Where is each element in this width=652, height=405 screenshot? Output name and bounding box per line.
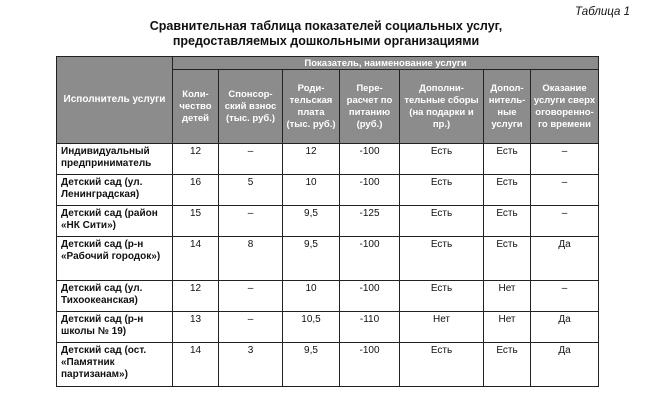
row-name: Индивидуальный предприниматель	[57, 144, 173, 175]
cell: 16	[173, 175, 219, 206]
cell: –	[219, 144, 283, 175]
table-row	[57, 144, 599, 175]
cell: -100	[340, 281, 400, 312]
cell: -125	[340, 206, 400, 237]
cell: 9,5	[283, 206, 340, 237]
cell: -100	[340, 175, 400, 206]
cell: Да	[531, 312, 599, 343]
header-parent-fee: Роди-тельская плата (тыс. руб.)	[283, 70, 340, 144]
cell: 9,5	[283, 343, 340, 387]
title-line-2: предоставляемых дошкольными организациями	[172, 34, 480, 48]
cell: Есть	[484, 206, 531, 237]
cell: -100	[340, 144, 400, 175]
cell: –	[219, 281, 283, 312]
table-row	[57, 281, 599, 312]
cell: 12	[283, 144, 340, 175]
cell: 10	[283, 175, 340, 206]
cell: 8	[219, 237, 283, 281]
cell: Есть	[484, 144, 531, 175]
cell: –	[531, 175, 599, 206]
cell: Есть	[400, 206, 484, 237]
table-row	[57, 206, 599, 237]
cell: Есть	[484, 175, 531, 206]
cell: 15	[173, 206, 219, 237]
cell: Есть	[400, 144, 484, 175]
cell: Есть	[484, 343, 531, 387]
cell: -110	[340, 312, 400, 343]
cell: –	[531, 281, 599, 312]
header-group: Показатель, наименование услуги	[173, 57, 599, 70]
cell: –	[531, 206, 599, 237]
cell: Да	[531, 237, 599, 281]
cell: 14	[173, 343, 219, 387]
cell: Нет	[484, 312, 531, 343]
table-row	[57, 175, 599, 206]
header-children-count: Коли-чество детей	[173, 70, 219, 144]
cell: Есть	[400, 281, 484, 312]
cell: 14	[173, 237, 219, 281]
cell: Есть	[400, 343, 484, 387]
table-title	[0, 19, 652, 49]
table-row	[57, 312, 599, 343]
cell: 3	[219, 343, 283, 387]
cell: Есть	[400, 175, 484, 206]
header-executor: Исполнитель услуги	[57, 57, 173, 144]
header-extra-fees: Дополни-тельные сборы (на подарки и пр.)	[400, 70, 484, 144]
row-name: Детский сад (ул. Ленинградская)	[57, 175, 173, 206]
table-row	[57, 343, 599, 387]
title-line-1: Сравнительная таблица показателей социальных услуг,	[149, 19, 503, 33]
cell: 13	[173, 312, 219, 343]
row-name: Детский сад (ост. «Памятник партизанам»)	[57, 343, 173, 387]
header-food-recalc: Пере-расчет по питанию (руб.)	[340, 70, 400, 144]
cell: –	[219, 312, 283, 343]
cell: Нет	[484, 281, 531, 312]
row-name: Детский сад (р-н «Рабочий городок»)	[57, 237, 173, 281]
cell: –	[531, 144, 599, 175]
table-label: Таблица 1	[575, 6, 630, 18]
comparison-table	[56, 56, 599, 387]
cell: Да	[531, 343, 599, 387]
cell: 10	[283, 281, 340, 312]
cell: -100	[340, 237, 400, 281]
cell: –	[219, 206, 283, 237]
cell: Есть	[484, 237, 531, 281]
header-sponsor-fee: Спонсор-ский взнос (тыс. руб.)	[219, 70, 283, 144]
cell: 9,5	[283, 237, 340, 281]
cell: Есть	[400, 237, 484, 281]
cell: 5	[219, 175, 283, 206]
cell: -100	[340, 343, 400, 387]
row-name: Детский сад (ул. Тихоокеанская)	[57, 281, 173, 312]
cell: Нет	[400, 312, 484, 343]
table-row	[57, 237, 599, 281]
cell: 12	[173, 144, 219, 175]
cell: 12	[173, 281, 219, 312]
cell: 10,5	[283, 312, 340, 343]
row-name: Детский сад (район «НК Сити»)	[57, 206, 173, 237]
header-extra-services: Допол-нитель-ные услуги	[484, 70, 531, 144]
header-overtime: Оказание услуги сверх оговоренно-го времени	[531, 70, 599, 144]
row-name: Детский сад (р-н школы № 19)	[57, 312, 173, 343]
